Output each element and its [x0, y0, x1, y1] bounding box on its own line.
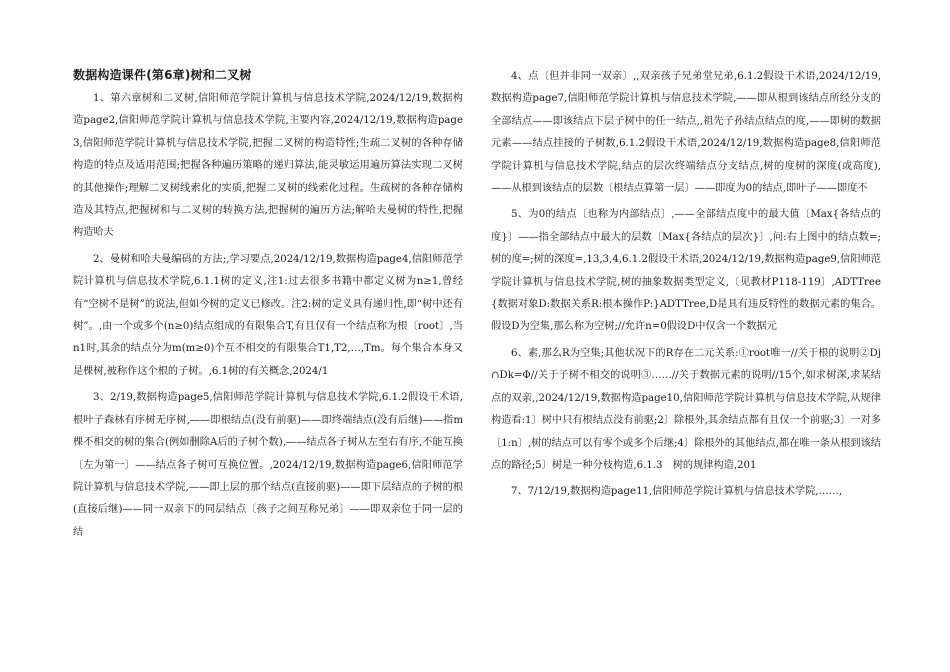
paragraph: 4、点〔但并非同一双亲〕,,双亲孩子兄弟堂兄弟,6.1.2假设干术语,2024/12/19,数据构造page7,信阳师范学院计算机与信息技术学院,——即从根到该结点所经分支的全部结点——即该结点下层子树中的任一结点,,祖先子孙结点结点的度,——即树的数据元素——结点挂接的子树数,6.1.2假设干术语,2024/12/19,数据构造page8,信阳师范学院计算机与信息技术学院,结点的层次终端结点分支结点,树的度树的深度(或高度),——从根到该结点的层数〔根结点算第一层〕——即度为0的结点,即叶子——即度不: [491, 71, 881, 195]
left-column: [73, 66, 463, 548]
paragraph: 7、7/12/19,数据构造page11,信阳师范学院计算机与信息技术学院,……,: [511, 486, 843, 498]
paragraph: 2、曼树和哈夫曼编码的方法;,学习要点,2024/12/19,数据构造page4,信阳师范学院计算机与信息技术学院,6.1.1树的定义,注1:过去很多书籍中都定义树为n≥1,曾经有“空树不是树”的说法,但如今树的定义已修改。注2:树的定义具有递归性,即“树中还有树”。,由一个或多个(n≥0)结点组成的有限集合T,有且仅有一个结点称为根〔root〕,当n1时,其余的结点分为m(m≥0)个互不相交的有限集合T1,T2,…,Tm。每个集合本身又是棵树,被称作这个根的子树。,6.1树的有关概念,2024/1: [73, 253, 463, 377]
paragraph: 5、为0的结点〔也称为内部结点〕,——全部结点度中的最大值〔Max{各结点的度}〕——指全部结点中最大的层数〔Max{各结点的层次}〕,问:右上图中的结点数=;树的度=;树的深度=,13,3,4,6.1.2假设干术语,2024/12/19,数据构造page9,信阳师范学院计算机与信息技术学院,树的抽象数据类型定义,〔见教材P118-119〕,ADTTree{数据对象D:数据关系R:根本操作P:}ADTTree,D是具有违反特性的数据元素的集合。假设D为空集,那么称为空树;//允许n=0假设D中仅含一个数据元: [491, 209, 881, 333]
document-title: 数据构造课件(第6章)树和二叉树: [73, 68, 252, 82]
paragraph: 3、2/19,数据构造page5,信阳师范学院计算机与信息技术学院,6.1.2假设干术语,根叶子森林有序树无序树,——即根结点(没有前驱)——即终端结点(没有后继)——指m棵不相交的树的集合(例如删除A后的子树个数),——结点各子树从左至右有序,不能互换〔左为第一〕——结点各子树可互换位置。,2024/12/19,数据构造page6,信阳师范学院计算机与信息技术学院,——即上层的那个结点(直接前驱)——即下层结点的子树的根(直接后继)——同一双亲下的同层结点〔孩子之间互称兄弟〕——即双亲位于同一层的结: [73, 392, 463, 538]
paragraph: 6、素,那么R为空集;其他状况下的R存在二元关系:①root唯一//关于根的说明②Dj∩Dk=Φ//关于子树不相交的说明③……//关于数据元素的说明//15个,如求树深,求某结点的双亲,,2024/12/19,数据构造page10,信阳师范学院计算机与信息技术学院,从规律构造看:1〕树中只有根结点没有前驱;2〕除根外,其余结点都有且仅一个前驱;3〕一对多〔1:n〕,树的结点可以有零个或多个后继;4〕除根外的其他结点,都在唯一条从根到该结点的路径;5〕树是一种分枝构造,6.1.3 树的规律构造,201: [491, 347, 881, 471]
paragraph: 1、第六章树和二叉树,信阳师范学院计算机与信息技术学院,2024/12/19,数据构造page2,信阳师范学院计算机与信息技术学院,主要内容,2024/12/19,数据构造page3,信阳师范学院计算机与信息技术学院,把握二叉树的构造特性;生疏二叉树的各种存储构造的特点及适用范围;把握各种遍历策略的递归算法,能灵敏运用遍历算法实现二叉树的其他操作;理解二叉树线索化的实质,把握二叉树的线索化过程。生疏树的各种存储构造及其特点,把握树和与二叉树的转换方法,把握树的遍历方法;解哈夫曼树的特性,把握构造哈夫: [73, 93, 463, 239]
right-column: [491, 66, 881, 508]
